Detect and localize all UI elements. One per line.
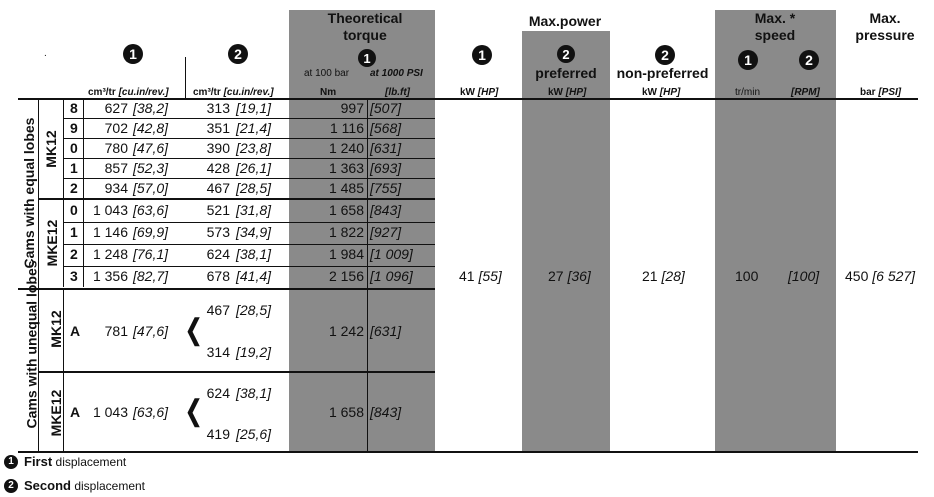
torque-nm-value: 1 240 — [328, 140, 364, 156]
disp1-alt-value: [52,3] — [133, 160, 169, 176]
torque-nm-value: 1 984 — [328, 246, 364, 262]
disp1-alt-value: [82,7] — [133, 268, 169, 284]
disp1-value: 781 — [104, 323, 128, 339]
speed2-value: [100] — [788, 268, 820, 284]
torque-lbft-value: [1 096] — [370, 268, 413, 284]
disp1-value: 1 248 — [92, 246, 128, 262]
disp1-alt-value: [76,1] — [133, 246, 169, 262]
power1-unit: kW [HP] — [460, 87, 499, 98]
unequal-lobes-label: Cams with unequal lobes — [23, 260, 40, 429]
power2b-circle-icon: 2 — [655, 45, 675, 65]
disp1-value: 857 — [104, 160, 128, 176]
power1-value: 41 [55] — [459, 268, 502, 284]
power1-circle-icon: 1 — [472, 45, 492, 65]
row-index: 0 — [70, 202, 78, 218]
torque-nm-value: 1 242 — [328, 323, 364, 339]
disp1-alt-value: [69,9] — [133, 224, 169, 240]
disp2-bottom-value: 314 — [206, 344, 230, 360]
mke12-label-equal: MKE12 — [44, 219, 60, 267]
power2-value: 27 [36] — [548, 268, 591, 284]
disp2-alt-value: [28,5] — [236, 180, 272, 196]
speed-column-shade — [715, 10, 836, 452]
disp1-alt-value: [47,6] — [133, 323, 169, 339]
displacement1-circle-icon: 1 — [123, 44, 143, 64]
disp1-value: 627 — [104, 100, 128, 116]
row-line — [63, 158, 435, 159]
bottom-rule — [18, 451, 918, 453]
speed-unit-rpm: [RPM] — [791, 87, 820, 98]
disp2-top-value: 467 — [206, 302, 230, 318]
row-index: 8 — [70, 100, 78, 116]
disp2-bottom-value: 419 — [206, 426, 230, 442]
speed1-value: 100 — [735, 268, 759, 284]
torque-lbft-value: [631] — [370, 323, 402, 339]
disp2-value: 624 — [206, 246, 230, 262]
torque-nm-value: 1 658 — [328, 404, 364, 420]
disp1-value: 702 — [104, 120, 128, 136]
mk12-label-unequal: MK12 — [48, 310, 64, 348]
legend-second: 2 Second displacement — [4, 478, 145, 493]
row-index: 0 — [70, 140, 78, 156]
section-line — [18, 288, 435, 290]
disp2-alt-value: [31,8] — [236, 202, 272, 218]
row-line — [63, 138, 435, 139]
disp2-alt-value: [23,8] — [236, 140, 272, 156]
row-line — [63, 222, 435, 223]
disp1-value: 1 146 — [92, 224, 128, 240]
torque-lbft-value: [568] — [370, 120, 402, 136]
row-line — [63, 178, 435, 179]
disp2-alt-value: [19,1] — [236, 100, 272, 116]
torque-sub1: at 100 bar — [304, 68, 350, 79]
torque-split-rule — [367, 99, 368, 452]
torque-lbft-value: [843] — [370, 404, 402, 420]
torque-lbft-value: [1 009] — [370, 246, 413, 262]
header-divider — [185, 57, 186, 99]
disp2-value: 351 — [206, 120, 230, 136]
torque-sub2: at 1000 PSI — [370, 68, 423, 79]
speed-unit-trmin: tr/min — [735, 87, 760, 98]
row-line — [63, 266, 435, 267]
power2-circle-icon: 2 — [557, 45, 575, 63]
nonpreferred-label: non-preferred — [616, 65, 709, 81]
power2-unit: kW [HP] — [548, 87, 587, 98]
torque-nm-value: 1 822 — [328, 224, 364, 240]
mk12-label-equal: MK12 — [43, 130, 59, 168]
disp2-alt-value: [41,4] — [236, 268, 272, 284]
row-line — [63, 118, 435, 119]
torque-unit-lbft: [lb.ft] — [385, 87, 410, 98]
legend-first: 1 First displacement — [4, 454, 126, 469]
torque-lbft-value: [927] — [370, 224, 402, 240]
preferred-label: preferred — [535, 65, 597, 81]
row-index: 1 — [70, 160, 78, 176]
disp1-alt-value: [38,2] — [133, 100, 169, 116]
torque-lbft-value: [693] — [370, 160, 402, 176]
unequal-group-line — [38, 371, 435, 373]
brace-icon: ❬ — [182, 395, 206, 426]
maxpower-title: Max.power — [528, 13, 602, 29]
disp2-bottom-alt-value: [25,6] — [236, 426, 272, 442]
disp1-value: 1 043 — [92, 404, 128, 420]
disp2-unit: cm³/tr [cu.in/rev.] — [193, 87, 274, 98]
disp1-alt-value: [63,6] — [133, 202, 169, 218]
torque-nm-value: 1 116 — [330, 120, 364, 136]
disp2-alt-value: [34,9] — [236, 224, 272, 240]
disp2-value: 313 — [206, 100, 230, 116]
brace-icon: ❬ — [182, 314, 206, 345]
group-line — [38, 198, 435, 200]
torque-lbft-value: [631] — [370, 140, 402, 156]
pressure-title: Max. pressure — [855, 10, 915, 43]
speed-title: Max. * speed — [754, 10, 796, 43]
disp1-unit: cm³/tr [cu.in/rev.] — [88, 87, 169, 98]
disp1-alt-value: [63,6] — [133, 404, 169, 420]
disp2-top-alt-value: [28,5] — [236, 302, 272, 318]
disp1-value: 1 043 — [92, 202, 128, 218]
disp1-alt-value: [42,8] — [133, 120, 169, 136]
disp2-alt-value: [38,1] — [236, 246, 272, 262]
disp1-value: 934 — [104, 180, 128, 196]
row-line — [63, 244, 435, 245]
disp2-value: 467 — [206, 180, 230, 196]
displacement2-circle-icon: 2 — [228, 44, 248, 64]
torque-nm-value: 1 658 — [328, 202, 364, 218]
power3-unit: kW [HP] — [642, 87, 681, 98]
torque-nm-value: 2 156 — [328, 268, 364, 284]
pressure-unit: bar [PSI] — [860, 87, 902, 98]
power3-value: 21 [28] — [642, 268, 685, 284]
disp1-value: 780 — [104, 140, 128, 156]
disp2-bottom-alt-value: [19,2] — [236, 344, 272, 360]
pressure-value: 450 [6 527] — [845, 268, 916, 284]
disp1-alt-value: [47,6] — [133, 140, 169, 156]
disp2-value: 390 — [206, 140, 230, 156]
row-index: A — [70, 323, 81, 339]
legend-second-circle-icon: 2 — [4, 479, 18, 493]
row-index: A — [70, 404, 81, 420]
disp2-top-alt-value: [38,1] — [236, 385, 272, 401]
disp2-value: 521 — [206, 202, 230, 218]
torque-nm-value: 1 485 — [328, 180, 364, 196]
row-index: 9 — [70, 120, 78, 136]
torque-lbft-value: [507] — [370, 100, 402, 116]
disp1-value: 1 356 — [92, 268, 128, 284]
equal-lobes-label: Cams with equal lobes — [21, 117, 37, 269]
row-index: 1 — [70, 224, 78, 240]
group-rule — [63, 99, 64, 287]
speed2-circle-icon: 2 — [799, 50, 819, 70]
torque-unit-nm: Nm — [320, 87, 337, 98]
torque-lbft-value: [843] — [370, 202, 402, 218]
disp2-value: 428 — [206, 160, 230, 176]
mke12-label-unequal: MKE12 — [48, 389, 64, 437]
row-index: 3 — [70, 268, 78, 284]
speed1-circle-icon: 1 — [738, 50, 758, 70]
row-index: 2 — [70, 246, 78, 262]
legend-first-circle-icon: 1 — [4, 455, 18, 469]
row-index: 2 — [70, 180, 78, 196]
stray-dot: . — [44, 48, 47, 59]
disp2-value: 573 — [206, 224, 230, 240]
disp2-alt-value: [26,1] — [236, 160, 272, 176]
torque-title: Theoretical torque — [327, 10, 403, 43]
torque-circle-icon: 1 — [358, 49, 376, 67]
torque-lbft-value: [755] — [370, 180, 402, 196]
torque-nm-value: 1 363 — [328, 160, 364, 176]
disp2-top-value: 624 — [206, 385, 230, 401]
torque-nm-value: 997 — [340, 100, 364, 116]
disp2-value: 678 — [206, 268, 230, 284]
disp2-alt-value: [21,4] — [236, 120, 272, 136]
disp1-alt-value: [57,0] — [133, 180, 169, 196]
